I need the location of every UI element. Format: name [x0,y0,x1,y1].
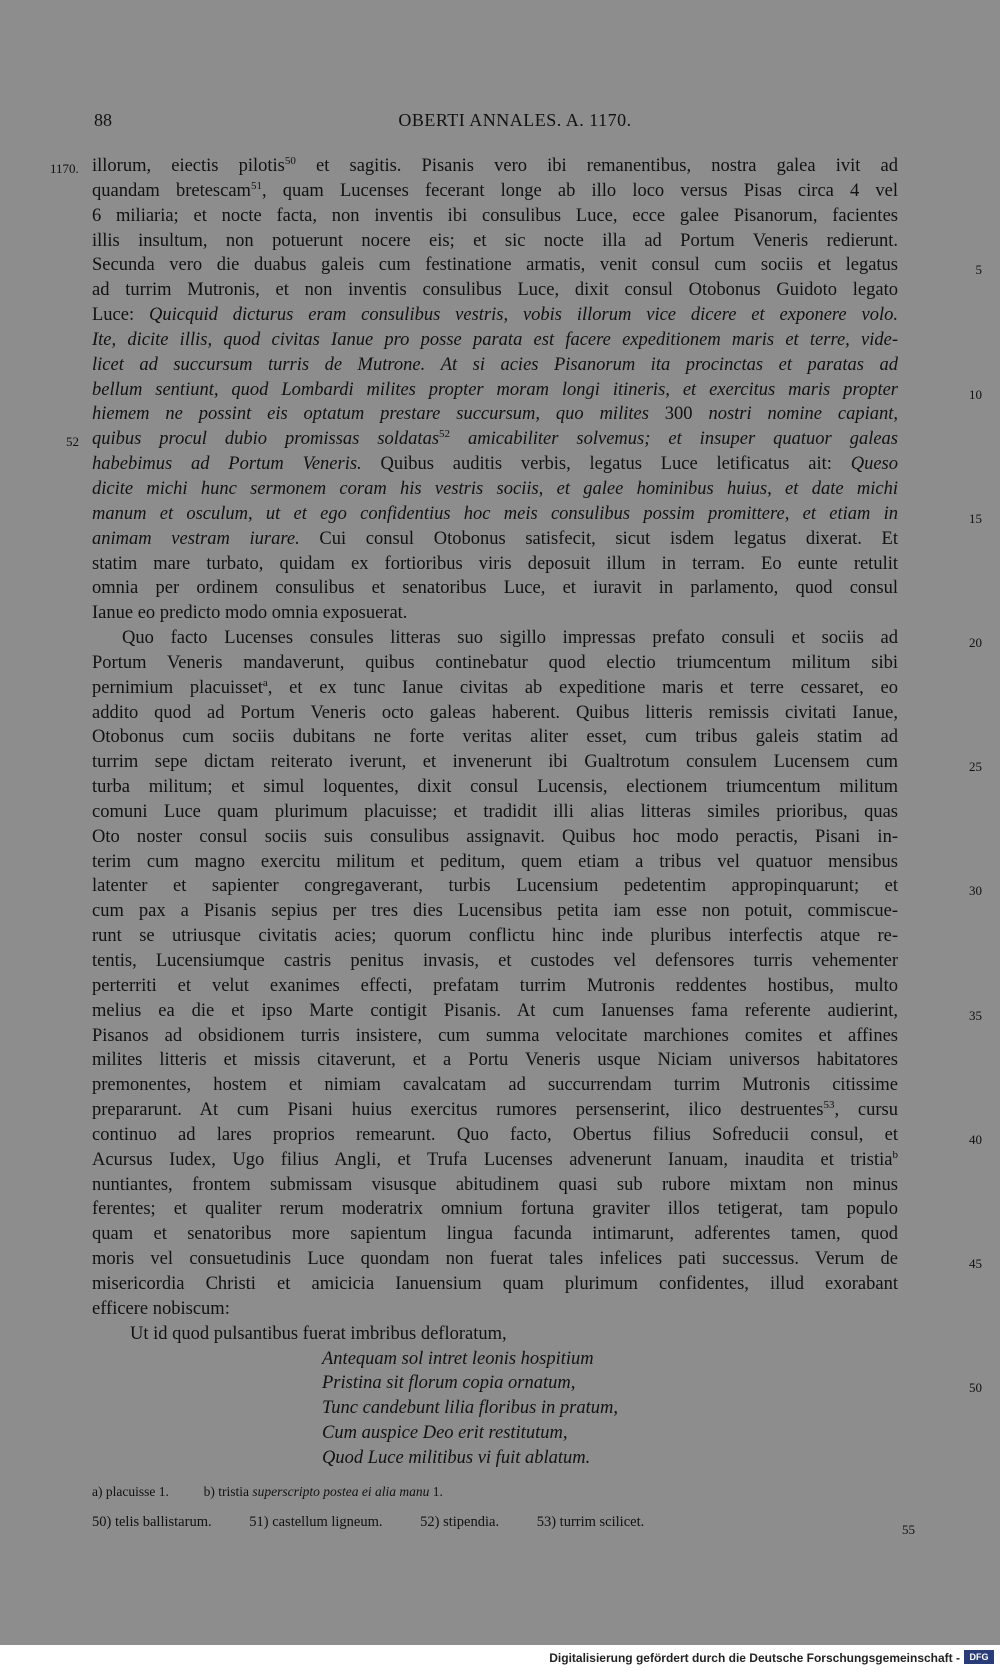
footnote-51: 51) castellum ligneum. [249,1514,383,1530]
main-text [50,154,982,1471]
text-line: Ite, dicite illis, quod civitas Ianue pro posse parata est facere expeditionem maris et terre, vide- [92,329,898,350]
verse-line: Tunc candebunt lilia floribus in pratum, [322,1398,619,1419]
text-line: milites litteris et missis citaverunt, et a Portu Veneris usque Niciam universos habitatores [92,1050,898,1071]
note-b-label: b) tristia [203,1484,249,1499]
text-line: efficere nobiscum: [92,1298,230,1319]
line-number: 45 [969,1256,982,1272]
text-line: licet ad succursum turris de Mutrone. At si acies Pisanorum ita procinctas et paratas ad [92,354,898,375]
text-line: Secunda vero die duabus galeis cum festinatione armatis, venit consul cum sociis et legatus [92,255,898,276]
margin-year: 1170. [50,161,79,176]
line-number: 5 [975,262,982,278]
text-line: cum pax a Pisanis sepius per tres dies Lucensibus petita iam esse non potuit, commiscue- [92,901,898,922]
verse-line: Quod Luce militibus vi fuit ablatum. [322,1447,591,1468]
verse-line: Pristina sit florum copia ornatum, [322,1373,576,1394]
text-line: addito quod ad Portum Veneris octo galeas haberent. Quibus litteris remissis civitati Ianue, [92,702,898,723]
text-line: quandam bretescam$^{51}$, quam Lucenses fecerant longe ab illo loco versus Pisas circa 4 vel [92,179,898,201]
margin-note-52: 52 [66,434,79,450]
text-line: comuni Luce quam plurimum placuisse; et tradidit illi alias litteras similes prioribus, quas [92,801,898,822]
text-line: dicite michi hunc sermonem coram his vestris sociis, et galee hominibus huius, et date michi [92,478,898,499]
text-line: tentis, Lucensiumque castris penitus invasis, et custodes vel defensores turris vehementer [92,951,898,971]
text-line: premonentes, hostem et nimiam cavalcatam ad succurrendam turrim Mutronis citissime [92,1075,898,1096]
critical-apparatus [92,1484,443,1500]
text-line: hiemem ne possint eis optatum prestare succursum, quo milites 300 nostri nomine capiant, [92,404,898,425]
text-line: statim mare turbato, quidam ex fortioribus viris deposuit illum in terram. Eo eunte retulit [92,553,898,574]
text-line: illis insultum, non potuerunt nocere eis; et sic nocte illa ad Portum Veneris redierunt. [92,230,898,251]
line-number-55: 55 [902,1522,915,1537]
note-a: a) placuisse 1. [92,1484,169,1499]
line-number: 25 [969,759,982,775]
line-number: 15 [969,510,982,526]
text-line: omnia per ordinem consulibus et senatoribus Luce, et iuravit in parlamento, quod consul [92,578,898,599]
page-number: 88 [94,110,112,130]
text-line: terim cum magno exercitu militum et peditum, quem etiam a tribus vel quatuor mensibus [92,851,898,872]
text-line: nuntiantes, frontem submissam visusque abitudinem quasi sub rubore mixtam non minus [92,1174,898,1195]
footer-credit: Digitalisierung gefördert durch die Deutsche Forschungsgemeinschaft - [549,1651,960,1665]
text-line: Acursus Iudex, Ugo filius Angli, et Trufa Lucenses advenerunt Ianuam, inaudita et tristia$^b$ [92,1148,898,1170]
text-line: Quo facto Lucenses consules litteras suo sigillo impressas prefato consuli et sociis ad [122,628,898,649]
text-line: pernimium placuisset$^a$, et ex tunc Ianue civitas ab expeditione maris et terre cessaret, eo [92,676,898,698]
footnote-52: 52) stipendia. [420,1514,500,1530]
footer-bar [0,1645,1000,1670]
text-line: Ianue eo predicto modo omnia exposuerat. [92,603,408,624]
text-line: prepararunt. At cum Pisani huius exercitus rumores persenserint, ilico destruentes$^{53}$, cursu [92,1099,898,1121]
text-line: ad turrim Mutronis, et non inventis consulibus Luce, dixit consul Otobonus Guidoto legato [92,280,898,301]
text-line: illorum, eiectis pilotis$^{50}$ et sagitis. Pisanis vero ibi remanentibus, nostra galea ivit ad [92,155,898,176]
verse-line: Antequam sol intret leonis hospitium [322,1348,594,1369]
text-line: runt se utriusque civitatis acies; quorum conflictu hinc inde pluribus interfectis atque re- [92,926,898,947]
text-line: latenter et sapienter congregaverant, turbis Lucensium pedetentim appropinquarunt; et [92,876,898,897]
text-line: moris vel consuetudinis Luce quondam non fuerat tales infelices pati successus. Verum de [92,1249,898,1270]
line-number: 20 [969,635,982,651]
line-number: 35 [969,1007,982,1023]
dfg-logo: DFG [964,1650,994,1664]
text-line: quibus procul dubio promissas soldatas$^{52}$ amicabiliter solvemus; et insuper quatuor galeas [92,428,898,450]
text-line: animam vestram iurare. Cui consul Otobonus satisfecit, sicut isdem legatus dixerat. Et [92,528,898,549]
text-line: perterriti et velut exanimes effecti, prefatam turrim Mutronis reddentes hostibus, multo [92,975,898,996]
note-b-end: 1. [432,1484,443,1499]
text-line: ferentes; et qualiter rerum moderatrix omnium fortuna graviter illos tetigerat, tam populo [92,1199,898,1220]
text-line: Portum Veneris mandaverunt, quibus continebatur quod electio triumcentum militum sibi [92,652,898,673]
text-line: continuo ad lares proprios remearunt. Quo facto, Obertus filius Sofreducii consul, et [92,1124,898,1145]
text-line: turba militum; et simul loquentes, dixit consul Lucensis, electionem triumcentum militum [92,777,898,798]
text-line: quam et senatoribus more sapientum lingua facunda intimarunt, adferentes tamen, quod [92,1224,898,1245]
text-line: Pisanos ad obsidionem turris insistere, cum summa velocitate marchiones comites et affines [92,1025,898,1046]
line-number: 10 [969,386,982,402]
verse-line: Cum auspice Deo erit restitutum, [322,1423,568,1444]
text-line: melius ea die et ipso Marte contigit Pisanis. At cum Ianuenses fama referente audierint, [92,1000,898,1021]
text-line: 6 miliaria; et nocte facta, non inventis ibi consulibus Luce, ecce galee Pisanorum, facientes [92,205,898,226]
text-line: Otobonus cum sociis dubitans ne forte veritas aliter esset, cum tribus galeis statim ad [92,727,898,748]
running-title: OBERTI ANNALES. A. 1170. [398,110,632,130]
line-number: 50 [969,1380,982,1396]
text-line: habebimus ad Portum Veneris. Quibus auditis verbis, legatus Luce letificatus ait: Queso [92,454,898,475]
footnote-50: 50) telis ballistarum. [92,1514,212,1530]
text-line: bellum sentiunt, quod Lombardi milites propter moram longi itineris, et exercitus maris propter [92,379,898,400]
text-line: misericordia Christi et amicicia Ianuensium quam plurimum confidentes, illud exorabant [92,1273,898,1294]
text-line: Oto noster consul sociis suis consulibus assignavit. Quibus hoc modo peractis, Pisani in- [92,826,898,847]
line-number: 40 [969,1131,982,1147]
text-line: manum et osculum, ut et ego confidentius hoc meis consulibus possim promittere, et etiam in [92,503,898,524]
footnote-53: 53) turrim scilicet. [536,1514,645,1530]
text-line: Luce: Quicquid dicturus eram consulibus vestris, vobis illorum vice dicere et exponere volo. [92,305,898,326]
note-b-italic: superscripto postea ei alia manu [252,1484,430,1499]
line-number: 30 [969,883,982,899]
footnotes [92,1514,912,1531]
verse-line: Ut id quod pulsantibus fuerat imbribus defloratum, [130,1323,507,1344]
text-line: turrim sepe dictam reiterato iverunt, et invenerunt ibi Gualtrotum consulem Lucensem cum [92,752,898,773]
